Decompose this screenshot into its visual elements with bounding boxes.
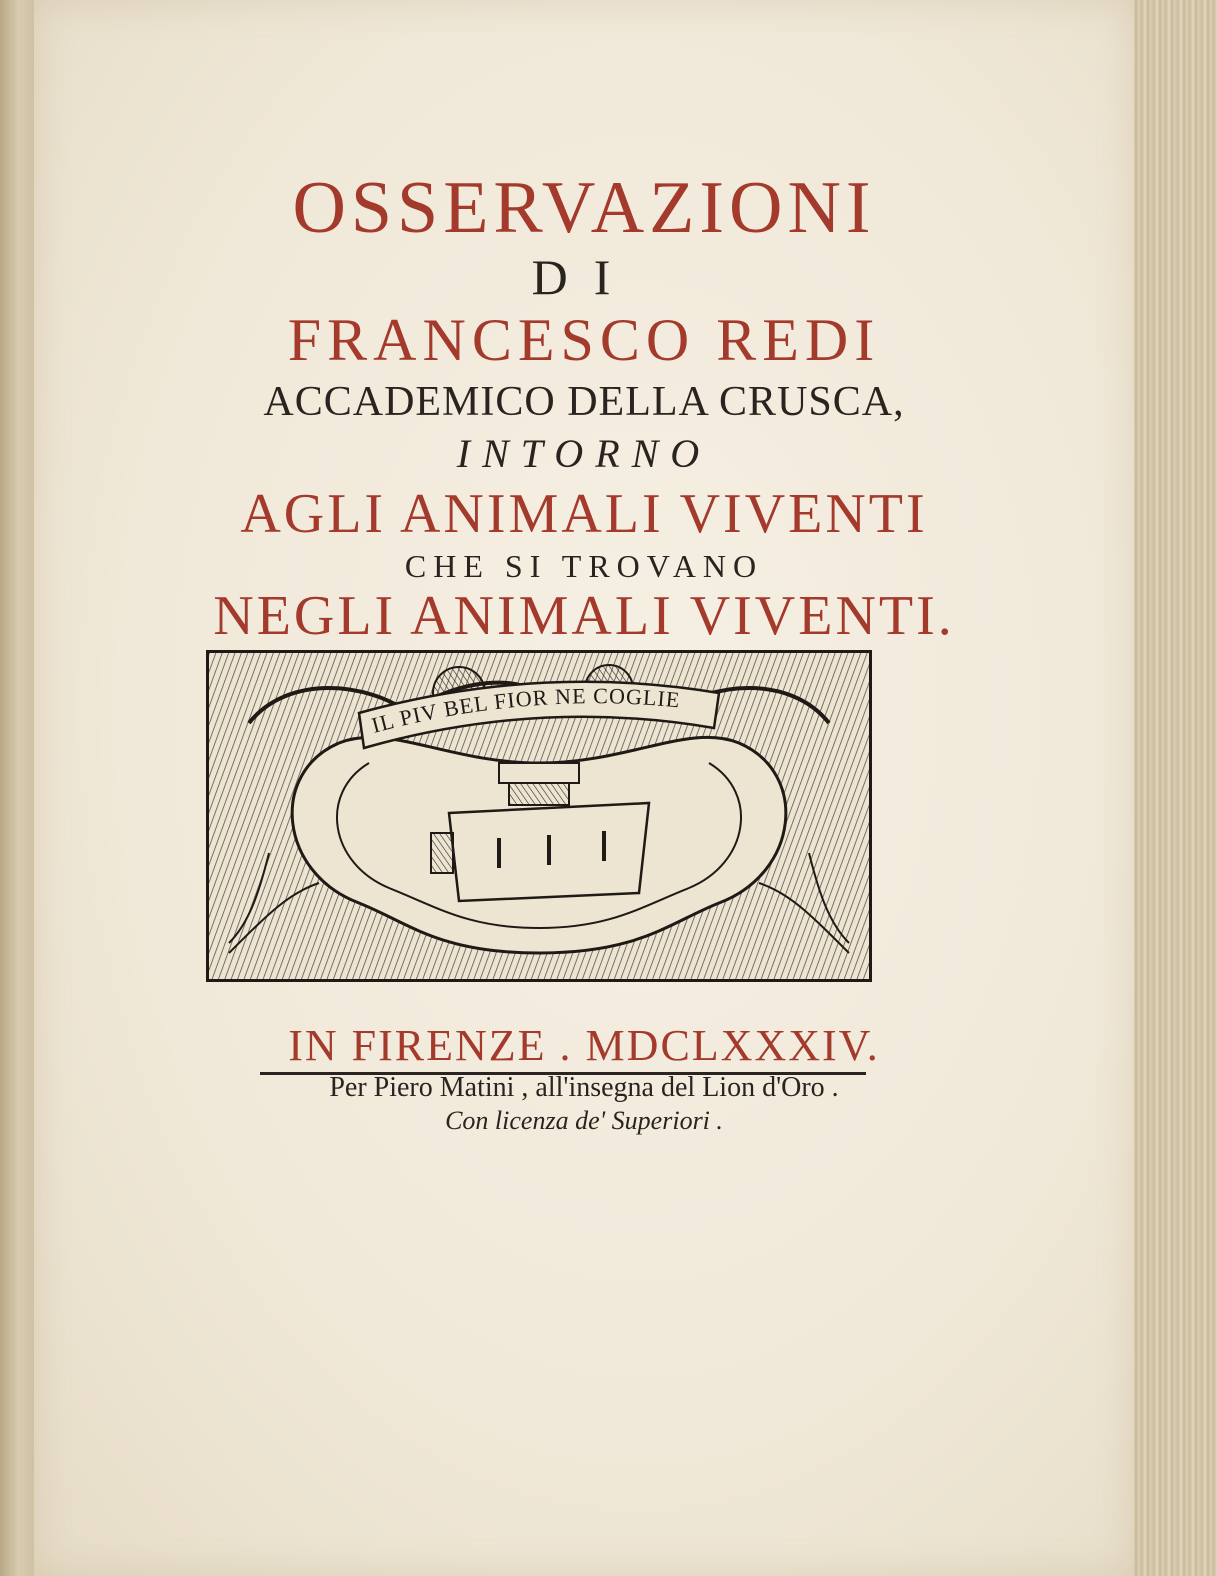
imprint-license: Con licenza de' Superiori .	[445, 1106, 723, 1135]
subject-line-2: CHE SI TROVANO	[404, 548, 764, 584]
page-edges	[1127, 0, 1217, 1576]
title-of: DI	[531, 249, 637, 305]
title-intorno: INTORNO	[456, 431, 712, 476]
imprint-printer: Per Piero Matini , all'insegna del Lion d'Oro .	[329, 1072, 839, 1103]
woodcut-illustration	[209, 653, 869, 979]
author-affiliation: ACCADEMICO DELLA CRUSCA,	[263, 379, 905, 425]
book-title: OSSERVAZIONI	[292, 167, 876, 249]
printers-device-woodcut	[206, 650, 872, 982]
device-motto: IL PIV BEL FIOR NE COGLIE	[368, 683, 682, 738]
opposite-page-gutter	[0, 0, 38, 1576]
subject-line-1: AGLI ANIMALI VIVENTI	[240, 483, 928, 545]
subject-line-3: NEGLI ANIMALI VIVENTI.	[213, 585, 955, 647]
title-page	[34, 0, 1134, 1576]
author-name: FRANCESCO REDI	[287, 307, 881, 373]
imprint-place-date: IN FIRENZE . MDCLXXXIV.	[288, 1021, 880, 1070]
